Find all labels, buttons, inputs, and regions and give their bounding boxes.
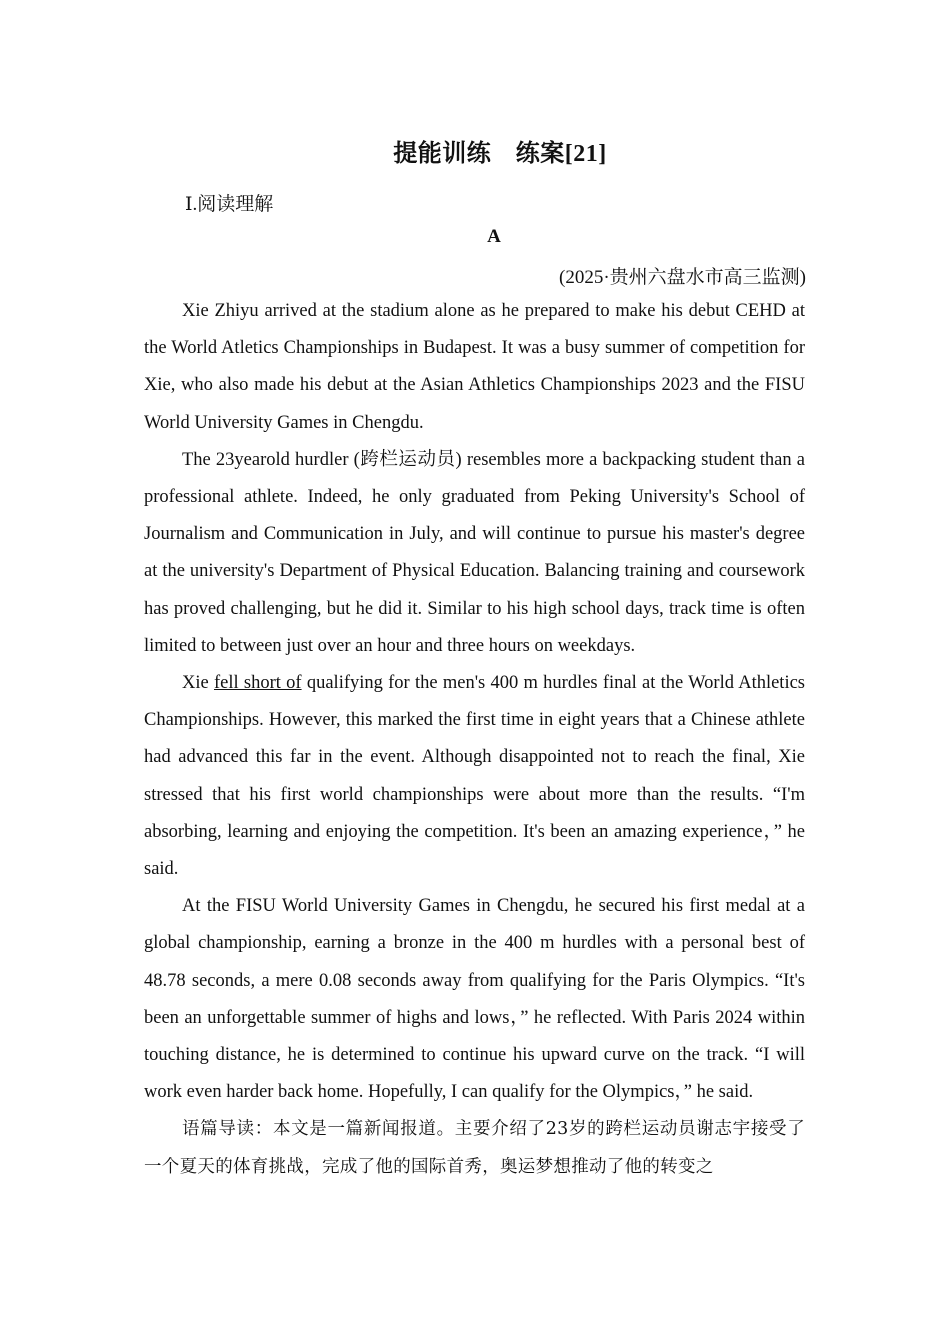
section-heading: Ⅰ.阅读理解 [185,194,274,215]
paragraph-3-rest: qualifying for the men's 400 m hurdles final at the World Athletics Championships. However, this marked the first time in eight years that a Chinese athlete had advanced this far in the event. Although disappointed not to reach the final, Xie stressed that his first world championships were about more than the results. “I'm absorbing, learning and enjoying the competition. It's been an amazing experience，” he said. [144,673,805,880]
page-title: 提能训练 练案[21] [393,141,607,167]
underlined-phrase: fell short of [213,673,302,694]
paragraph-3 [144,665,805,888]
passage-body [144,293,805,1186]
guide-label: 语篇导读： [182,1119,273,1140]
paragraph-3-start: Xie [182,673,214,694]
passage-label: A [487,226,501,247]
paragraph-1: Xie Zhiyu arrived at the stadium alone as he prepared to make his debut CEHD at the World Atletics Championships in Budapest. It was a busy summer of competition for Xie, who also made his debut at the Asian Athletics Championships 2023 and the FISU World University Games in Chengdu. [144,301,805,433]
paragraph-2: The 23yearold hurdler (跨栏运动员) resembles more a backpacking student than a professional athlete. Indeed, he only graduated from Peking University's School of Journalism and Communication in July, and will continue to pursue his master's degree at the university's Department of Physical Education. Balancing training and coursework has proved challenging, but he did it. Similar to his high school days, track time is often limited to between just over an hour and three hours on weekdays. [144,449,805,656]
guide-text: 本文是一篇新闻报道。主要介绍了23岁的跨栏运动员谢志宇接受了一个夏天的体育挑战，完成了他的国际首秀，奥运梦想推动了他的转变之 [144,1119,806,1177]
paragraph-4: At the FISU World University Games in Chengdu, he secured his first medal at a global championship, earning a bronze in the 400 m hurdles with a personal best of 48.78 seconds, a mere 0.08 seconds away from qualifying for the Paris Olympics. “It's been an unforgettable summer of highs and lows，” he reflected. With Paris 2024 within touching distance, he is determined to continue his upward curve on the track. “I will work even harder back home. Hopefully, I can qualify for the Olympics，” he said. [144,896,805,1103]
passage-guide [144,1111,805,1185]
passage-source: (2025·贵州六盘水市高三监测) [559,267,806,288]
